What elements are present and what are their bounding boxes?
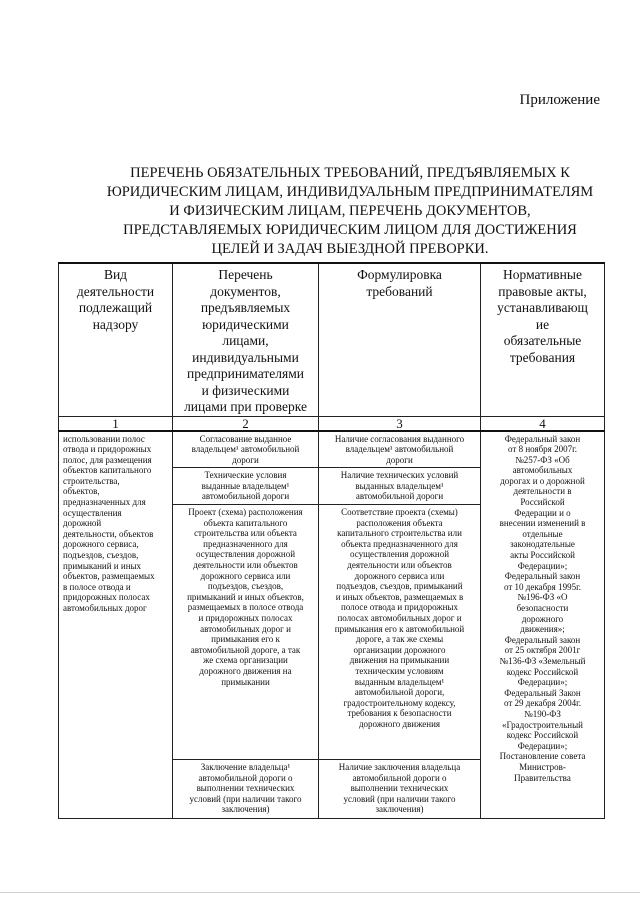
documents-cell: Проект (схема) расположения объекта капитального строительства или объекта предназначенного для осуществления дорожной деятельности или объектов дорожного сервиса или подъездов, съездов, примыканий и иных объектов, размещаемых в полосе отвода и придорожных полосах автомобильных дорог и примыкания его к автомобильной дороге, а так же схема организации дорожного движения на примыкании bbox=[173, 505, 319, 760]
document-title bbox=[90, 164, 610, 259]
header-documents: Перечень документов, предъявляемых юридическими лицами, индивидуальными предпринимателями и физическими лицами при проверке bbox=[173, 263, 319, 416]
annex-label: Приложение bbox=[519, 92, 600, 108]
column-number: 4 bbox=[481, 416, 605, 431]
requirement-cell: Соответствие проекта (схемы) расположения объекта капитального строительства или объекта предназначенного для осуществления дорожной деятельности или объектов дорожного сервиса или подъездов, съездов, примыканий и иных объектов, размещаемых в полосе отвода и придорожных полосах автомобильных дорог и примыкания его к автомобильной дороге, а так же схемы организации дорожного движения на примыкании техническим условиям выданным владельцем¹ автомобильной дороги, градостроительному кодексу, требования к безопасности дорожного движения bbox=[319, 505, 481, 760]
title-line: И ФИЗИЧЕСКИМ ЛИЦАМ, ПЕРЕЧЕНЬ ДОКУМЕНТОВ, bbox=[169, 203, 531, 219]
documents-cell: Технические условия выданные владельцем¹ автомобильной дороги bbox=[173, 468, 319, 505]
column-number: 1 bbox=[59, 416, 173, 431]
scan-edge-divider bbox=[0, 892, 640, 893]
requirement-cell: Наличие согласования выданного владельцем¹ автомобильной дороги bbox=[319, 431, 481, 468]
title-line: ПРЕДСТАВЛЯЕМЫХ ЮРИДИЧЕСКИМ ЛИЦОМ ДЛЯ ДОСТИЖЕНИЯ bbox=[123, 222, 577, 238]
table-row bbox=[59, 431, 605, 468]
title-line: ЮРИДИЧЕСКИМ ЛИЦАМ, ИНДИВИДУАЛЬНЫМ ПРЕДПРИНИМАТЕЛЯМ bbox=[106, 184, 594, 200]
activity-cell: использовании полос отвода и придорожных полос, для размещения объектов капитального строительства, объектов, предназначенных для осуществления дорожной деятельности, объектов дорожного сервиса, подъездов, съездов, примыканий и иных объектов, размещаемых в полосе отвода и придорожных полосах автомобильных дорог bbox=[59, 431, 173, 819]
header-legal-acts: Нормативные правовые акты, устанавливающ ие обязательные требования bbox=[481, 263, 605, 416]
column-number-row bbox=[59, 416, 605, 431]
requirements-table bbox=[58, 262, 605, 819]
title-line: ЦЕЛЕЙ И ЗАДАЧ ВЫЕЗДНОЙ ПРЕВОРКИ. bbox=[211, 241, 489, 257]
title-line: ПЕРЕЧЕНЬ ОБЯЗАТЕЛЬНЫХ ТРЕБОВАНИЙ, ПРЕДЪЯВЛЯЕМЫХ К bbox=[130, 165, 570, 181]
header-activity: Вид деятельности подлежащий надзору bbox=[59, 263, 173, 416]
requirement-cell: Наличие технических условий выданных владельцем¹ автомобильной дороги bbox=[319, 468, 481, 505]
header-row bbox=[59, 263, 605, 416]
header-requirement: Формулировка требований bbox=[319, 263, 481, 416]
documents-cell: Согласование выданное владельцем¹ автомобильной дороги bbox=[173, 431, 319, 468]
column-number: 2 bbox=[173, 416, 319, 431]
requirement-cell: Наличие заключения владельца автомобильной дороги о выполнении технических условий (при наличии такого заключения) bbox=[319, 760, 481, 819]
documents-cell: Заключение владельца¹ автомобильной дороги о выполнении технических условий (при наличии такого заключения) bbox=[173, 760, 319, 819]
column-number: 3 bbox=[319, 416, 481, 431]
legal-acts-cell: Федеральный закон от 8 ноября 2007г. №257-ФЗ «Об автомобильных дорогах и о дорожной деятельности в Российской Федерации и о внесении изменений в отдельные законодательные акты Российской Федерации»; Федеральный закон от 10 декабря 1995г. №196-ФЗ «О безопасности дорожного движения»; Федеральный закон от 25 октября 2001г №136-ФЗ «Земельный кодекс Российской Федерации»; Федеральный Закон от 29 декабря 2004г. №190-ФЗ «Градостроительный кодекс Российской Федерации»; Постановление совета Министров- Правительства bbox=[481, 431, 605, 819]
